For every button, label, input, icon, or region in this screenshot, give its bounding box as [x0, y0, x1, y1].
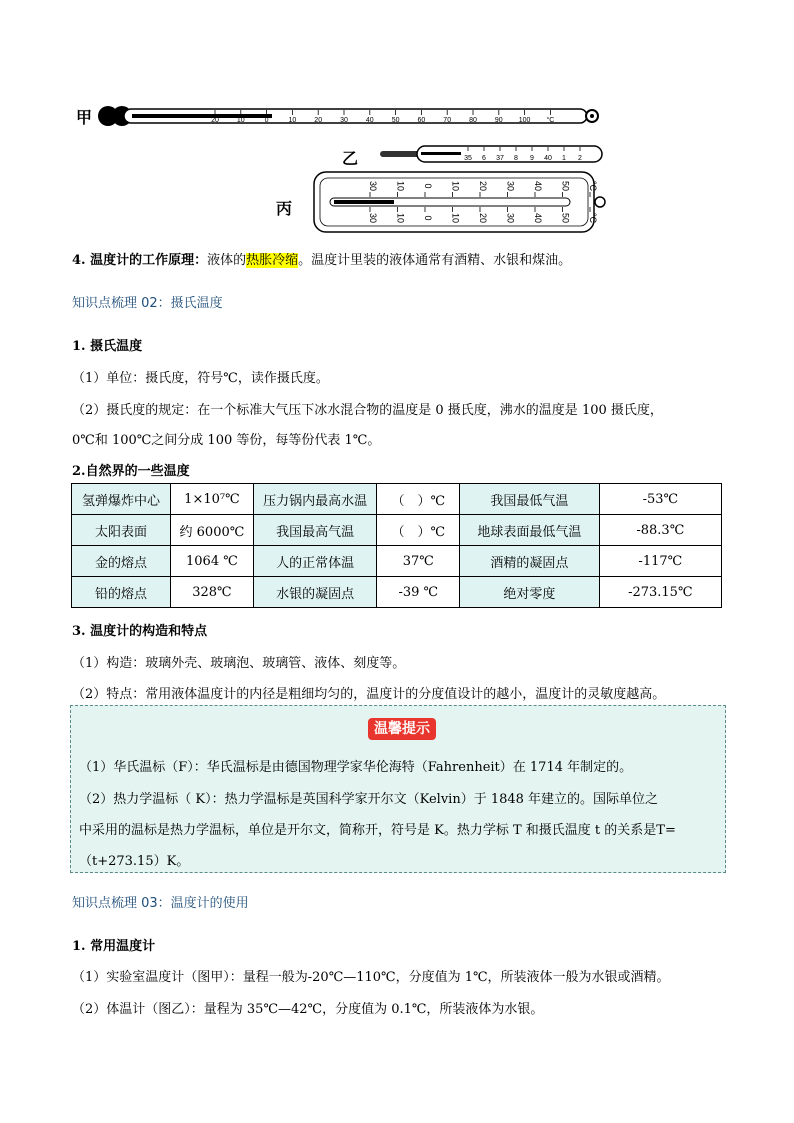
jia-tick-label: 20 [314, 117, 323, 124]
bing-bottom-tick-label: 20 [478, 212, 488, 224]
yi-tick-label: 8 [514, 155, 518, 162]
table-value-cell: 1064 ℃ [170, 546, 253, 577]
heading-structure: 3. 温度计的构造和特点 [72, 624, 208, 639]
bing-top-tick-label: 30 [368, 180, 378, 192]
bing-bottom-tick-label: °C [588, 212, 598, 224]
table-row [72, 484, 722, 515]
principle-pre: 液体的 [207, 253, 247, 268]
text-structure: （1）构造：玻璃外壳、玻璃泡、玻璃管、液体、刻度等。 [72, 656, 406, 671]
bing-top-tick-label: 0 [423, 183, 433, 189]
bing-label: 丙 [276, 199, 293, 218]
table-label-cell: 人的正常体温 [253, 546, 376, 577]
yi-tick-label: 6 [482, 155, 486, 162]
tip-line-1: （1）华氏温标（F）：华氏温标是由德国物理学家华伦海特（Fahrenheit）在 1714 年制定的。 [79, 760, 633, 775]
jia-tick-label: 10 [236, 117, 245, 124]
tip-line-3: 中采用的温标是热力学温标，单位是开尔文，简称开，符号是 K。热力学标 T 和摄氏温度 t 的关系是T= [79, 823, 676, 838]
table-label-cell: 地球表面最低气温 [460, 515, 599, 546]
jia-tick-label: 50 [391, 117, 400, 124]
tip-line-2: （2）热力学温标（ K）：热力学温标是英国科学家开尔文（Kelvin）于 1848 年建立的。国际单位之 [79, 792, 659, 807]
text-features: （2）特点：常用液体温度计的内径是粗细均匀的，温度计的分度值设计的越小，温度计的灵敏度越高。 [72, 687, 666, 702]
thermometer-bing [314, 172, 605, 232]
jia-label: 甲 [76, 108, 93, 127]
bing-top-tick-label: 30 [505, 180, 516, 192]
yi-tick-label: 1 [562, 155, 566, 162]
jia-tick-label: 0 [264, 117, 269, 124]
bing-top-tick-label: 10 [450, 180, 461, 192]
principle-paragraph [72, 249, 571, 268]
table-value-cell: -53℃ [599, 484, 721, 515]
bing-bottom-tick-label: 0 [423, 215, 433, 221]
table-value-cell: 1×10⁷℃ [170, 484, 253, 515]
yi-tick-label: 35 [464, 155, 472, 162]
table-value-cell: （ ）℃ [377, 484, 460, 515]
text-unit: （1）单位：摄氏度，符号℃，读作摄氏度。 [72, 371, 329, 386]
bing-top-tick-label: °C [588, 180, 598, 192]
tip-line-4: （t+273.15）K。 [79, 854, 190, 869]
table-value-cell: -273.15℃ [599, 577, 721, 608]
table-label-cell: 我国最低气温 [460, 484, 599, 515]
jia-tick-label: 10 [288, 117, 297, 124]
jia-tick-label: 70 [443, 117, 452, 124]
thermometer-figure [72, 96, 614, 236]
text-clinical-thermometer: （2）体温计（图乙）：量程为 35℃—42℃，分度值为 0.1℃，所装液体为水银。 [72, 1002, 544, 1017]
section-heading-03: 知识点梳理 03：温度计的使用 [72, 896, 249, 911]
yi-tick-label: 37 [496, 155, 504, 162]
heading-celsius: 1. 摄氏温度 [72, 339, 143, 354]
bing-bottom-tick-label: 10 [395, 212, 406, 224]
principle-post: 。温度计里装的液体通常有酒精、水银和煤油。 [298, 253, 572, 268]
table-label-cell: 绝对零度 [460, 577, 599, 608]
table-value-cell: 约 6000℃ [170, 515, 253, 546]
heading-common-thermometers: 1. 常用温度计 [72, 939, 156, 954]
tip-badge: 温馨提示 [368, 718, 436, 740]
yi-tick-label: 9 [530, 155, 534, 162]
table-value-cell: -88.3℃ [599, 515, 721, 546]
bing-bottom-tick-label: 40 [533, 212, 543, 224]
table-label-cell: 我国最高气温 [253, 515, 376, 546]
table-label-cell: 铅的熔点 [72, 577, 171, 608]
jia-tick-label: 40 [365, 117, 374, 124]
heading-nature-temps: 2.自然界的一些温度 [72, 464, 190, 479]
highlight-term: 热胀冷缩 [246, 253, 299, 268]
temperature-table [71, 483, 722, 608]
bing-bottom-tick-label: 10 [450, 212, 461, 224]
table-value-cell: （ ）℃ [377, 515, 460, 546]
section-heading-02: 知识点梳理 02：摄氏温度 [72, 296, 223, 311]
table-row [72, 515, 722, 546]
thermometer-yi [380, 146, 602, 162]
table-label-cell: 压力锅内最高水温 [253, 484, 376, 515]
table-label-cell: 酒精的凝固点 [460, 546, 599, 577]
yi-tick-label: 40 [544, 155, 552, 162]
table-label-cell: 氢弹爆炸中心 [72, 484, 171, 515]
text-rule-1: （2）摄氏度的规定：在一个标准大气压下冰水混合物的温度是 0 摄氏度，沸水的温度是 100 摄氏度， [72, 403, 663, 418]
table-value-cell: 328℃ [170, 577, 253, 608]
jia-tick-label: 90 [494, 117, 503, 124]
thermometer-jia [98, 106, 598, 126]
yi-label: 乙 [342, 149, 359, 168]
yi-tick-label: 2 [578, 155, 582, 162]
table-label-cell: 金的熔点 [72, 546, 171, 577]
bing-bottom-tick-label: 30 [505, 212, 516, 224]
jia-tick-label: 80 [469, 117, 477, 124]
bing-bottom-tick-label: 50 [560, 212, 571, 224]
table-label-cell: 太阳表面 [72, 515, 171, 546]
bing-top-tick-label: 20 [478, 180, 488, 192]
jia-tick-label: 30 [340, 117, 348, 124]
table-value-cell: -117℃ [599, 546, 721, 577]
table-label-cell: 水银的凝固点 [253, 577, 376, 608]
bing-top-tick-label: 40 [533, 180, 543, 192]
tip-box [70, 705, 726, 873]
bing-top-tick-label: 50 [560, 180, 571, 192]
jia-tick-label: 60 [417, 117, 426, 124]
table-row [72, 546, 722, 577]
table-value-cell: -39 ℃ [377, 577, 460, 608]
table-row [72, 577, 722, 608]
jia-tick-label: 20 [211, 117, 219, 124]
bing-top-tick-label: 10 [395, 180, 406, 192]
principle-heading: 4. 温度计的工作原理： [72, 253, 208, 268]
text-rule-2: 0℃和 100℃之间分成 100 等份，每等份代表 1℃。 [72, 433, 381, 448]
bing-bottom-tick-label: 30 [368, 212, 378, 224]
table-value-cell: 37℃ [377, 546, 460, 577]
text-lab-thermometer: （1）实验室温度计（图甲）：量程一般为-20℃—110℃，分度值为 1℃，所装液体一般为水银或酒精。 [72, 970, 670, 985]
jia-tick-label: 100 [518, 117, 531, 124]
jia-tick-label: °C [546, 117, 555, 124]
